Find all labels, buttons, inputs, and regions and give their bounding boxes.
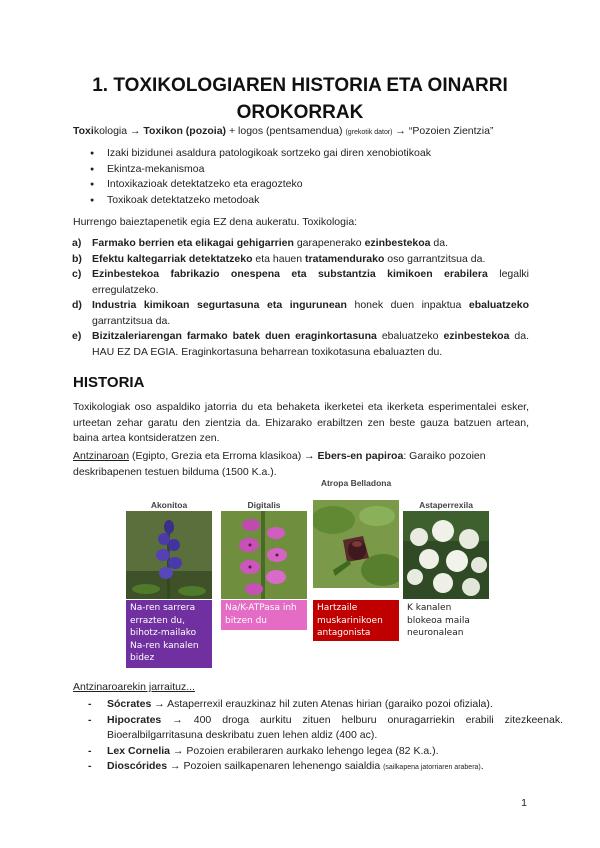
option-text: da. HAU EZ DA EGIA. Eraginkortasuna beharrean toxikotasuna ebaluazten du. <box>92 330 530 358</box>
figure-title: Atropa Belladona <box>320 478 392 488</box>
intro-line <box>73 124 529 141</box>
intro-logos: + logos (pentsamendua) <box>226 125 346 137</box>
belladona-photo <box>313 500 399 588</box>
note-belladona: Hartzaile muskarinikoen antagonista <box>313 600 399 641</box>
option-c <box>72 267 530 298</box>
option-bold: Industria kimikoan segurtasuna eta ingurunean <box>92 299 347 311</box>
item-text: . <box>480 760 484 772</box>
astaperrexila-photo <box>403 511 489 599</box>
option-letter: d) <box>72 299 82 311</box>
option-bold: tratamendurako <box>305 252 385 265</box>
option-text: eta hauen <box>252 252 306 265</box>
option-text: da. <box>430 237 449 249</box>
option-a <box>72 236 529 252</box>
historical-figures-list <box>73 697 563 776</box>
digitalis-photo <box>221 511 307 599</box>
item-text: → Astaperrexil erauzkinaz hil zuten Atenas hirian (garaiko pozoi ofiziala). <box>151 698 493 710</box>
option-d <box>72 298 529 329</box>
page-number: 1 <box>521 797 527 809</box>
option-letter: e) <box>72 330 82 342</box>
option-text: legalki erregulatzeko. <box>92 268 530 296</box>
option-text: ebaluatzeko <box>376 330 444 342</box>
option-letter: c) <box>72 268 82 280</box>
figure-astaperrexila <box>403 488 489 599</box>
option-text: oso garrantzitsua da. <box>384 252 486 265</box>
option-bold: Ezinbestekoa fabrikazio onespena eta substantzia kimikoen erabilera <box>92 268 488 280</box>
figure-title: Akonitoa <box>150 500 188 510</box>
answer-options <box>72 236 530 360</box>
item-text: → Pozoien erabileraren aurkako lehengo legea (82 K.a.). <box>170 744 439 757</box>
page-title: 1. TOXIKOLOGIAREN HISTORIA ETA OINARRI OROKORRAK <box>92 75 508 123</box>
figure-title: Astaperrexila <box>419 500 473 510</box>
item-name: Hipocrates <box>107 713 162 726</box>
bullet-item: ● Ekintza-mekanismoa <box>107 162 431 178</box>
bullet-item: ● Intoxikazioak detektatzeko eta eragozteko <box>107 177 431 193</box>
item-small-note: (sailkapena jatorriaren arabera) <box>383 764 481 771</box>
note-astaperrexila: K kanalen blokeoa maila neuronalean <box>403 600 489 641</box>
list-item-lex-cornelia <box>107 744 563 760</box>
option-bold: Farmako berrien eta elikagai gehigarrien <box>92 237 294 249</box>
item-name: Dioscórides <box>107 760 168 772</box>
note-akonitoa: Na-ren sarrera errazten du, bihotz-mailako Na-ren kanalen bidez <box>126 600 212 668</box>
antzina-text: : Garaiko pozoien deskribapenen testuen bilduma (1500 K.a.). <box>73 450 486 478</box>
option-letter: b) <box>72 252 82 265</box>
definition-bullets <box>73 146 431 208</box>
note-digitalis: Na/K-ATPasa inh bitzen du <box>221 600 307 630</box>
item-name: Sócrates <box>107 698 152 710</box>
option-text: honek duen inpaktua <box>346 299 469 311</box>
historia-heading: HISTORIA <box>73 374 145 391</box>
option-text: garapenerako <box>293 237 365 249</box>
intro-small-note: (grekotik dator) <box>345 129 393 136</box>
antzinaroan-underlined: Antzinaroan <box>73 450 130 462</box>
figure-title: Digitalis <box>247 500 281 510</box>
item-name: Lex Cornelia <box>107 744 171 757</box>
question-text: Hurrengo baieztapenetik egia EZ dena aukeratu. Toxikologia: <box>73 216 358 228</box>
jarraituz-text: Antzinaroarekin jarraituz... <box>73 681 195 693</box>
option-b <box>72 252 529 268</box>
ebers-papiroa: Ebers-en papiroa <box>317 450 404 462</box>
figure-digitalis <box>221 488 307 599</box>
option-bold: Efektu kaltegarriak detektatzeko <box>92 252 253 265</box>
list-item-socrates <box>107 697 563 713</box>
option-text: garrantzitsua da. <box>92 314 171 327</box>
list-item-hipocrates <box>107 713 563 744</box>
intro-pozoien: → “Pozoien Zientzia” <box>392 125 494 137</box>
bullet-item: ● Toxikoak detektatzeko metodoak <box>107 193 431 209</box>
option-bold: Bizitzaleriarengan farmako batek duen eraginkortasuna <box>92 330 377 342</box>
antzina-text: (Egipto, Grezia eta Erroma klasikoa) → <box>129 450 318 462</box>
option-bold: ezinbestekoa <box>364 237 431 249</box>
akonitoa-photo <box>126 511 212 599</box>
item-text: → 400 droga aurkitu zituen helburu onuragarriekin erabili zitezkeenak. Bioeralbilgarritasuna deskribatu zuen lehen aldiz (400 ac). <box>107 713 563 741</box>
intro-kologia: kologia → <box>93 125 144 137</box>
figure-akonitoa <box>126 488 212 599</box>
item-text: → Pozoien sailkapenaren lehenengo saialdia <box>167 760 384 772</box>
list-item-dioscorides <box>107 759 563 776</box>
historia-paragraph: Toxikologiak oso aspaldiko jatorria du eta behaketa ikerketei eta ikerketa esperimentalei esker, urteetan zehar garatu den zientzia da. Ehizarako erabiltzen zen beste gauza batzuen artean, baina artea kontsideratzen zen. <box>73 401 529 444</box>
intro-toxikon: Toxikon (pozoia) <box>143 125 227 137</box>
option-letter: a) <box>72 237 82 249</box>
option-bold: ezinbestekoa <box>443 330 510 342</box>
bullet-item: ● Izaki bizidunei asaldura patologikoak sortzeko gai diren xenobiotikoak <box>107 146 431 162</box>
figure-atropa-belladona <box>313 478 399 588</box>
option-e <box>72 329 530 360</box>
intro-toxi: Toxi <box>73 125 94 137</box>
option-bold: ebaluatzeko <box>468 299 529 311</box>
antzina-paragraph <box>73 449 529 480</box>
